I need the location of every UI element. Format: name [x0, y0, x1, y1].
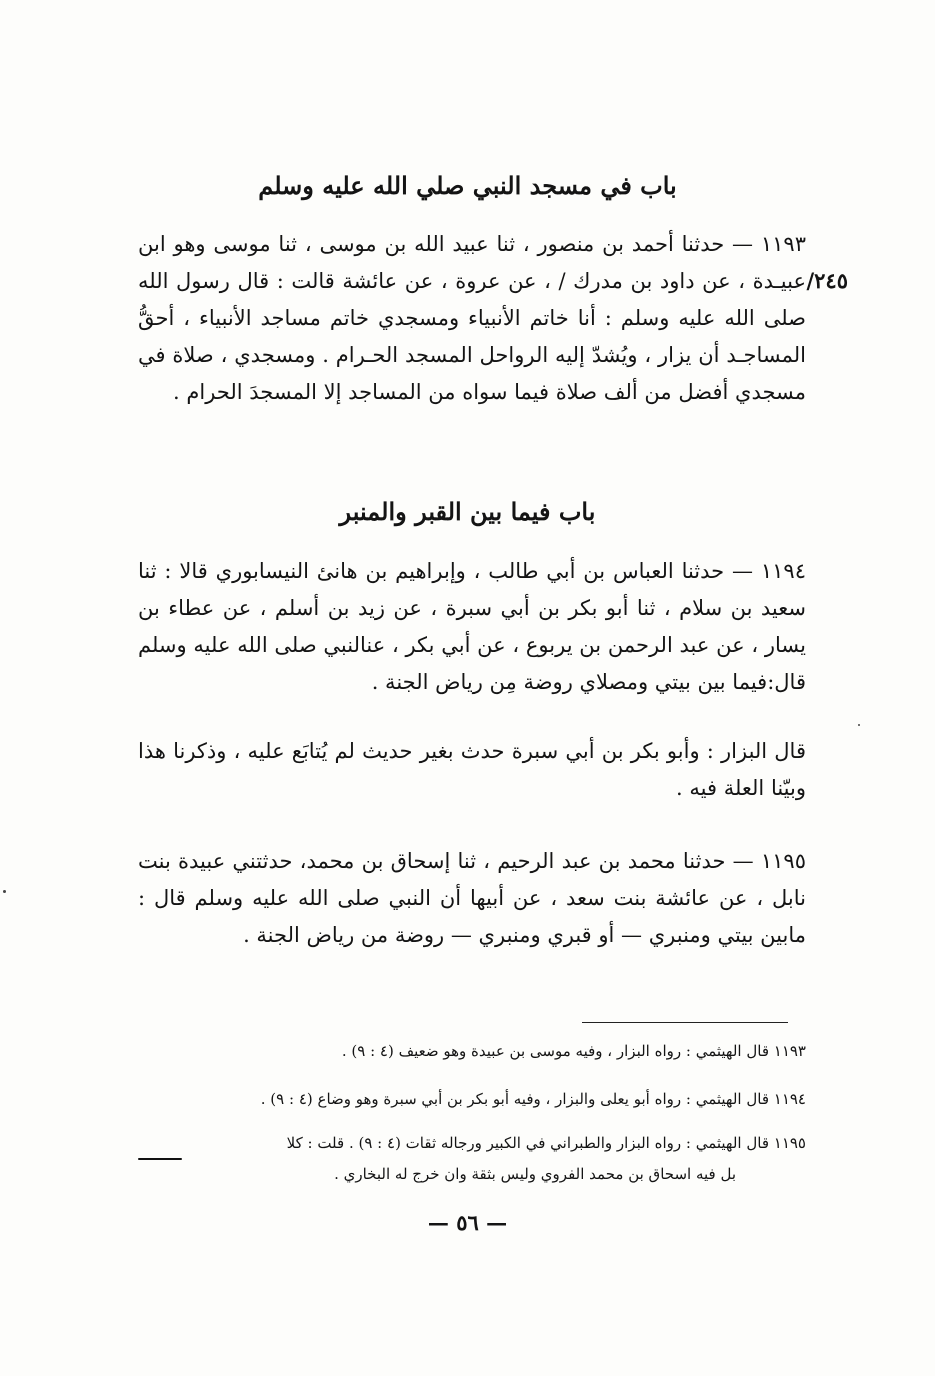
- scan-speck: [3, 890, 6, 893]
- footnote-1195-line2: بل فيه اسحاق بن محمد الفروي وليس بثقة وان خرج له البخاري .: [334, 1165, 736, 1183]
- chapter-heading-masjid: باب في مسجد النبي صلي الله عليه وسلم: [258, 171, 677, 200]
- page-number: — ٥٦ —: [427, 1210, 508, 1235]
- chapter-heading-qabr: باب فيما بين القبر والمنبر: [339, 497, 596, 526]
- marginal-reference: ٢٤٥/: [806, 268, 848, 293]
- footnote-separator: [582, 1022, 788, 1023]
- footnote-1194: ١١٩٤ قال الهيثمي : رواه أبو يعلى والبزار ، وفيه أبو بكر بن أبي سبرة وهو وضاع (٤ : ٩) .: [260, 1090, 806, 1108]
- hadith-1194: ١١٩٤ — حدثنا العباس بن أبي طالب ، وإبراهيم بن هانئ النيسابوري قالا : ثنا سعيد بن سلام ، ثنا أبو بكر بن أبي سبرة ، عن زيد بن أسلم ، عن عطاء بن يسار ، عن عبد الرحمن بن يربوع ، عن أبي بكر ، عنالنبي صلى الله عليه وسلم قال:فيما بين بيتي ومصلاي روضة مِن رياض الجنة .: [138, 559, 806, 694]
- hadith-1195: ١١٩٥ — حدثنا محمد بن عبد الرحيم ، ثنا إسحاق بن محمد، حدثتني عبيدة بنت نابل ، عن عائشة بنت سعد ، عن أبيها أن النبي صلى الله عليه وسلم قال : مابين بيتي ومنبري — أو قبري ومنبري — روضة من رياض الجنة .: [138, 849, 806, 947]
- bazzar-note: قال البزار : وأبو بكر بن أبي سبرة حدث بغير حديث لم يُتابَع عليه ، وذكرنا هذا وبيّنا العلة فيه .: [138, 739, 806, 800]
- scan-speck: [858, 724, 860, 726]
- hadith-1193: ١١٩٣ — حدثنا أحمد بن منصور ، ثنا عبيد الله بن موسى ، ثنا موسى وهو ابن عبيـدة ، عن داود بن مدرك / ، عن عروة ، عن عائشة قالت : قال رسول الله صلى الله عليه وسلم : أنا خاتم الأنبياء ومسجدي خاتم مساجد الأنبياء ، أحقُّ المساجـد أن يزار ، ويُشدّ إليه الرواحل المسجد الحـرام . ومسجدي ، صلاة في مسجدي أفضل من ألف صلاة فيما سواه من المساجد إلا المسجدَ الحرام .: [138, 232, 806, 404]
- footnote-1195-line1: ١١٩٥ قال الهيثمي : رواه البزار والطبراني في الكبير ورجاله ثقات (٤ : ٩) . قلت : كلا: [286, 1134, 806, 1152]
- footnote-1193: ١١٩٣ قال الهيثمي : رواه البزار ، وفيه موسى بن عبيدة وهو ضعيف (٤ : ٩) .: [341, 1042, 806, 1060]
